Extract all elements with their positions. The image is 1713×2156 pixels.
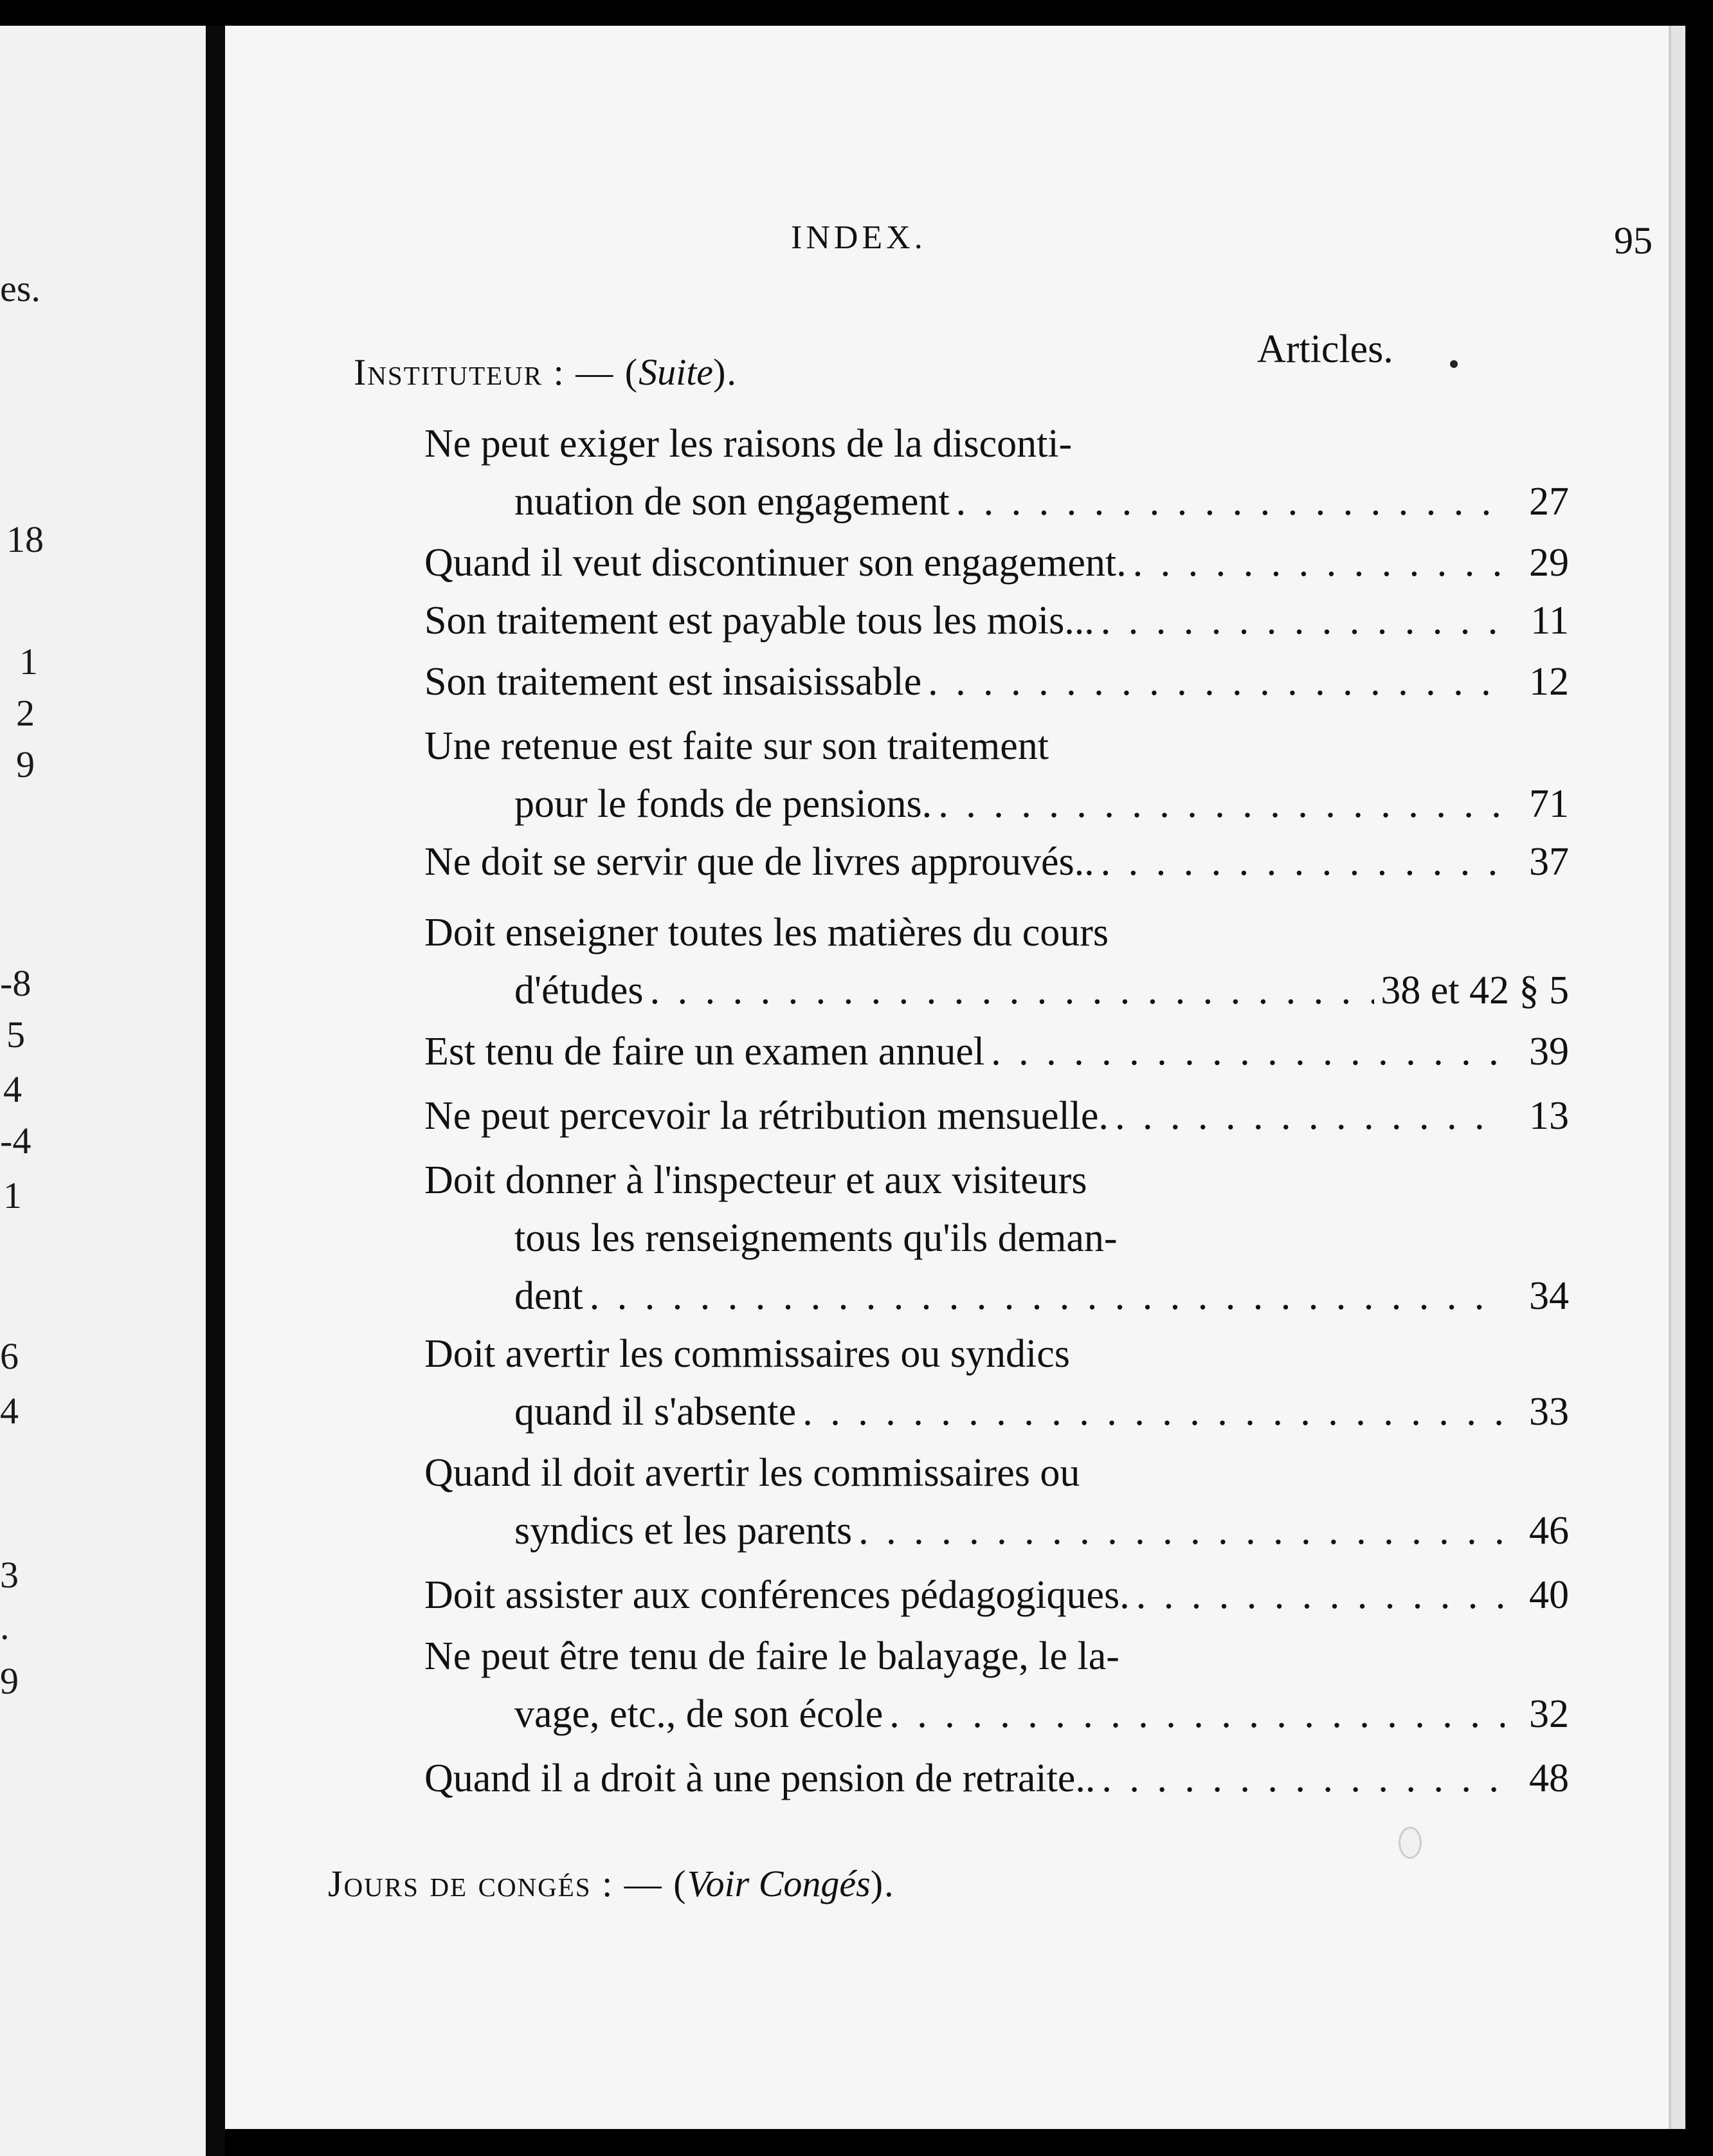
entry-line: [424, 1627, 1569, 1685]
fragment: 6: [0, 1335, 19, 1377]
heading-close: ).: [870, 1863, 895, 1905]
article-number: 46: [1529, 1509, 1569, 1553]
entry-text: pour le fonds de pensions.: [514, 782, 932, 826]
entry-text: Doit donner à l'inspecteur et aux visiteurs: [424, 1158, 1087, 1202]
entry-text: Une retenue est faite sur son traitement: [424, 724, 1049, 768]
article-number: 13: [1529, 1094, 1569, 1138]
entry-line: [424, 1087, 1569, 1145]
entry-text: Ne peut exiger les raisons de la disconti-: [424, 422, 1073, 466]
entry-text: syndics et les parents: [514, 1509, 853, 1553]
running-head-title: INDEX.: [791, 219, 927, 256]
index-entry: [424, 415, 1569, 531]
fragment: 1: [19, 641, 38, 682]
heading-suite: Suite: [639, 351, 714, 393]
entry-line: [424, 415, 1569, 473]
index-page: [225, 26, 1669, 2129]
entry-line: [424, 1566, 1569, 1624]
dot-leader: [858, 1502, 1505, 1560]
article-number: 27: [1529, 480, 1569, 524]
heading-jours-de-conges: [328, 1862, 895, 1905]
entry-text: Quand il a droit à une pension de retraite..: [424, 1757, 1096, 1800]
fragment: 9: [16, 744, 35, 785]
fragment: es.: [0, 268, 41, 309]
article-number: 12: [1529, 660, 1569, 704]
fragment: .: [0, 1605, 10, 1647]
article-number: 38 et 42 § 5: [1381, 969, 1569, 1012]
entry-line: [424, 1023, 1569, 1081]
index-entry: [424, 904, 1569, 1019]
article-number: 48: [1529, 1757, 1569, 1800]
fragment: -8: [0, 962, 32, 1004]
dot-leader: [956, 473, 1505, 531]
heading-instituteur: [354, 351, 738, 394]
entry-text: Son traitement est insaisissable: [424, 660, 922, 704]
fragment: 3: [0, 1554, 19, 1596]
dot-leader: [1101, 1749, 1505, 1807]
entry-line: [424, 962, 1569, 1019]
entry-line: [424, 1151, 1569, 1209]
dot-leader: [938, 775, 1505, 833]
article-number: 34: [1529, 1274, 1569, 1318]
entry-text: Quand il doit avertir les commissaires ou: [424, 1451, 1080, 1495]
entry-line: [424, 534, 1569, 592]
entry-line: [424, 904, 1569, 962]
article-number: 29: [1529, 541, 1569, 585]
ink-speck: [1399, 1827, 1422, 1859]
entry-line: [424, 1749, 1569, 1807]
entry-text: tous les renseignements qu'ils deman-: [514, 1216, 1118, 1260]
dot-leader: [928, 653, 1505, 711]
index-entry: [424, 653, 1569, 711]
dot-leader: [1101, 833, 1505, 891]
book-spine: [206, 26, 225, 2156]
article-number: 11: [1530, 599, 1569, 643]
article-number: 33: [1529, 1390, 1569, 1434]
fragment: 4: [3, 1068, 22, 1110]
dot-leader: [991, 1023, 1505, 1081]
index-entry: [424, 717, 1569, 833]
index-entry: [424, 1749, 1569, 1807]
entry-line: [424, 1685, 1569, 1743]
entry-line: [424, 1383, 1569, 1441]
entry-line: [424, 1502, 1569, 1560]
dot-leader: [1136, 1566, 1505, 1624]
entry-text: d'études: [514, 969, 644, 1012]
index-entry: [424, 1325, 1569, 1441]
ink-speck: [1450, 360, 1458, 368]
entry-text: nuation de son engagement: [514, 480, 950, 524]
entry-line: [424, 592, 1569, 650]
article-number: 40: [1529, 1573, 1569, 1617]
entry-text: Son traitement est payable tous les mois...: [424, 599, 1094, 643]
fragment: -4: [0, 1120, 32, 1162]
dot-leader: [590, 1267, 1505, 1325]
entry-line: [424, 1209, 1569, 1267]
entry-line: [424, 1325, 1569, 1383]
index-entry: [424, 1087, 1569, 1145]
index-entry: [424, 1566, 1569, 1624]
dot-leader: [1101, 592, 1505, 650]
entry-line: [424, 653, 1569, 711]
dot-leader: [650, 962, 1375, 1019]
heading-close: ).: [713, 351, 738, 393]
fragment: 4: [0, 1390, 19, 1432]
entry-text: dent: [514, 1274, 583, 1318]
article-number: 71: [1529, 782, 1569, 826]
index-entry: [424, 1023, 1569, 1081]
heading-voir: Voir Congés: [687, 1863, 871, 1905]
fragment: 18: [6, 518, 44, 560]
heading-dash: — (: [624, 1863, 687, 1905]
entry-text: Doit enseigner toutes les matières du cours: [424, 911, 1109, 955]
dot-leader: [889, 1685, 1505, 1743]
dot-leader: [1115, 1087, 1505, 1145]
entry-text: Ne doit se servir que de livres approuvés..: [424, 840, 1094, 884]
entry-text: Doit assister aux conférences pédagogiques.: [424, 1573, 1130, 1617]
fragment: 5: [6, 1014, 25, 1055]
entry-line: [424, 717, 1569, 775]
previous-page-fragment: [0, 26, 206, 2156]
index-entry: [424, 534, 1569, 592]
page-edge: [1669, 26, 1685, 2129]
heading-label: Jours de congés :: [328, 1863, 614, 1905]
entry-line: [424, 1267, 1569, 1325]
article-number: 37: [1529, 840, 1569, 884]
heading-dash: — (: [576, 351, 639, 393]
index-entry: [424, 1151, 1569, 1325]
entry-text: Ne peut percevoir la rétribution mensuelle.: [424, 1094, 1109, 1138]
index-entry: [424, 833, 1569, 891]
entry-text: Ne peut être tenu de faire le balayage, le la-: [424, 1634, 1119, 1678]
entry-text: vage, etc., de son école: [514, 1692, 884, 1736]
fragment: 9: [0, 1660, 19, 1702]
index-entry: [424, 592, 1569, 650]
index-entry: [424, 1627, 1569, 1743]
fragment: 2: [16, 692, 35, 734]
index-entry: [424, 1444, 1569, 1560]
entry-line: [424, 1444, 1569, 1502]
page-number: 95: [1614, 219, 1653, 262]
entry-text: Quand il veut discontinuer son engagement.: [424, 541, 1127, 585]
fragment: 1: [3, 1174, 22, 1216]
article-number: 39: [1529, 1030, 1569, 1073]
entry-line: [424, 833, 1569, 891]
entry-line: [424, 473, 1569, 531]
dot-leader: [1133, 534, 1505, 592]
article-number: 32: [1529, 1692, 1569, 1736]
heading-label: Instituteur :: [354, 351, 565, 393]
entry-line: [424, 775, 1569, 833]
dot-leader: [802, 1383, 1505, 1441]
articles-column-header: Articles.: [1257, 327, 1393, 371]
entry-text: quand il s'absente: [514, 1390, 797, 1434]
entry-text: Est tenu de faire un examen annuel: [424, 1030, 985, 1073]
entry-text: Doit avertir les commissaires ou syndics: [424, 1332, 1070, 1376]
